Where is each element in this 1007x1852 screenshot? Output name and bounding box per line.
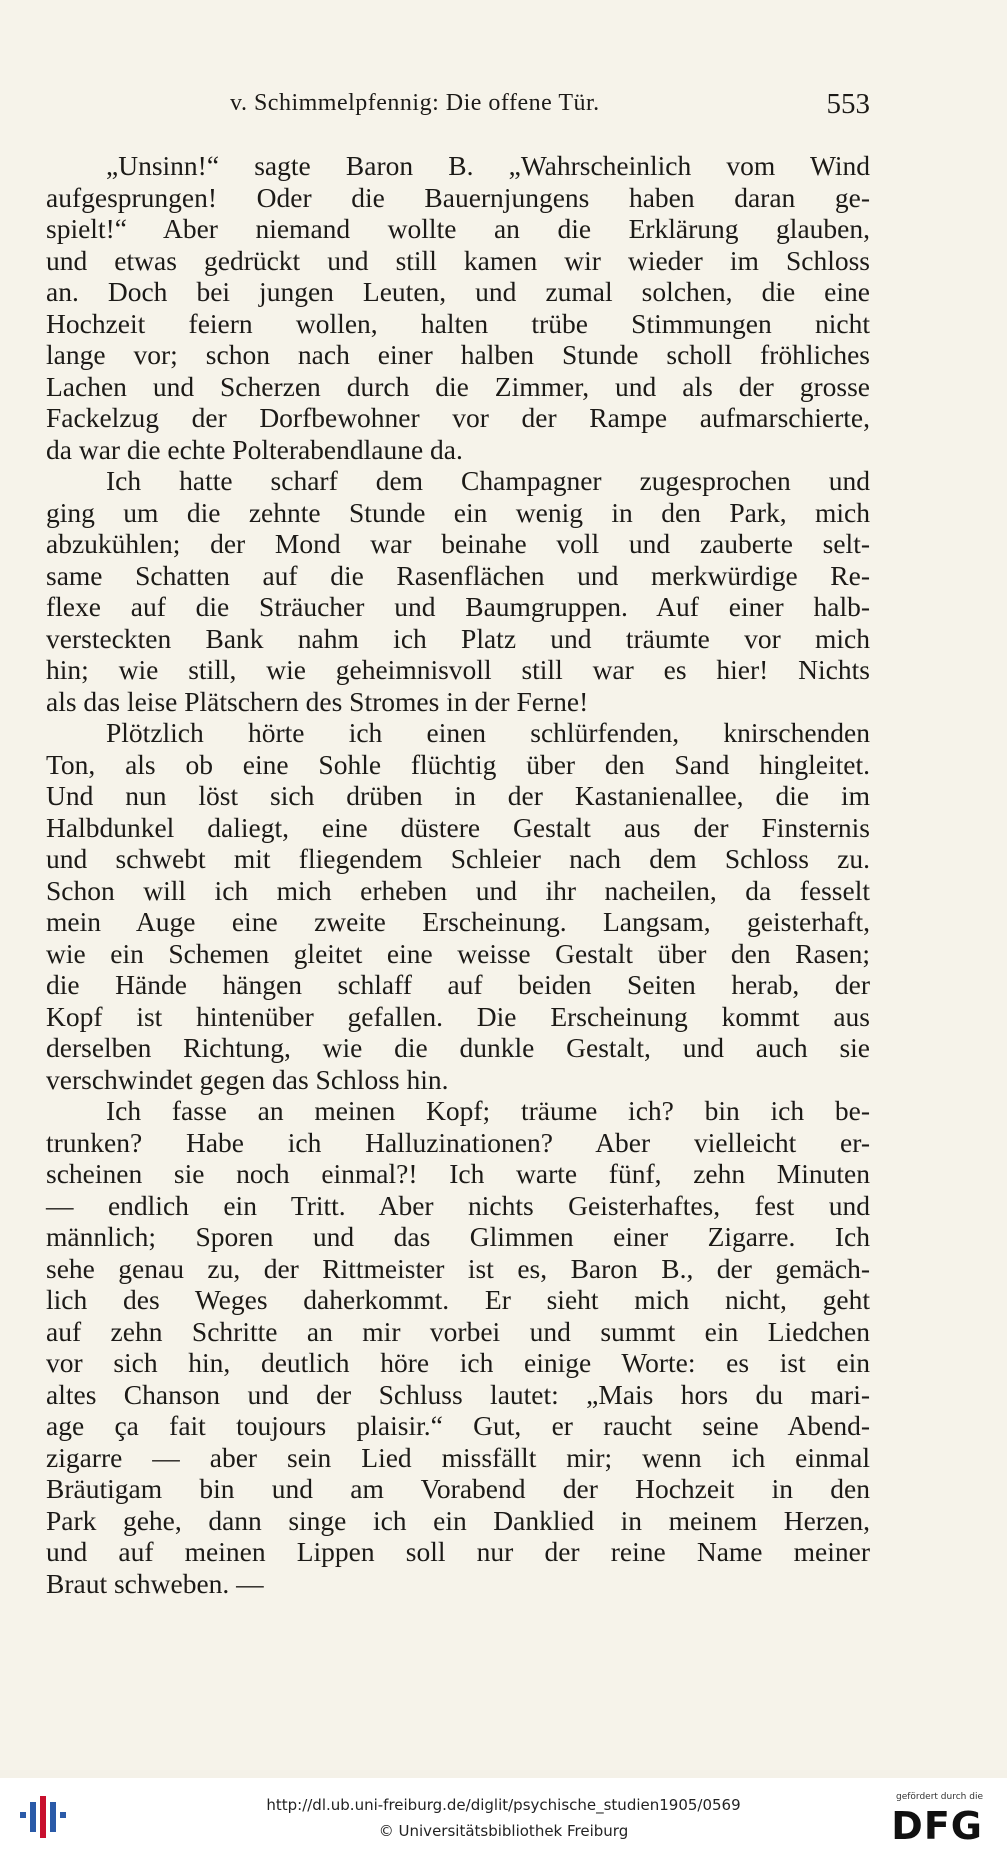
text-line: wie ein Schemen gleitet eine weisse Gestalt über den Rasen; (46, 937, 870, 969)
text-line: flexe auf die Sträucher und Baumgruppen. Auf einer halb- (46, 591, 870, 622)
running-head (230, 88, 870, 128)
text-line: altes Chanson und der Schluss lautet: „Mais hors du mari- (46, 1378, 870, 1410)
text-line: lich des Weges daherkommt. Er sieht mich nicht, geht (46, 1284, 870, 1315)
text-line: Schon will ich mich erheben und ihr nacheilen, da fesselt (46, 874, 870, 906)
text-line: Und nun löst sich drüben in der Kastanienallee, die im (46, 780, 870, 811)
text-line: auf zehn Schritte an mir vorbei und summt ein Liedchen (46, 1315, 870, 1347)
text-line: Braut schweben. — (46, 1567, 264, 1599)
text-line: Ton, als ob eine Sohle flüchtig über den Sand hingleitet. (46, 748, 870, 780)
text-line: da war die echte Polterabendlaune da. (46, 433, 463, 465)
text-line: „Unsinn!“ sagte Baron B. „Wahrscheinlich vom Wind (106, 150, 870, 181)
text-line: lange vor; schon nach einer halben Stunde scholl fröhliches (46, 339, 870, 370)
viewer-footer (0, 1778, 1007, 1852)
text-line: männlich; Sporen und das Glimmen einer Zigarre. Ich (46, 1221, 870, 1252)
text-line: Plötzlich hörte ich einen schlürfenden, knirschenden (106, 717, 870, 748)
text-line: age ça fait toujours plaisir.“ Gut, er raucht seine Abend- (46, 1410, 870, 1441)
page-number: 553 (826, 88, 870, 120)
text-line: trunken? Habe ich Halluzinationen? Aber vielleicht er- (46, 1126, 870, 1158)
text-line: Fackelzug der Dorfbewohner vor der Rampe aufmarschierte, (46, 402, 870, 433)
text-line: zigarre — aber sein Lied missfällt mir; wenn ich einmal (46, 1441, 870, 1473)
text-line: Ich hatte scharf dem Champagner zugesprochen und (106, 465, 870, 496)
dfg-caption: gefördert durch die (896, 1792, 983, 1802)
body-text (46, 150, 870, 1599)
text-line: sehe genau zu, der Rittmeister ist es, Baron B., der gemäch- (46, 1252, 870, 1284)
text-line: und auf meinen Lippen soll nur der reine Name meiner (46, 1536, 870, 1567)
text-line: abzukühlen; der Mond war beinahe voll und zauberte selt- (46, 528, 870, 559)
text-line: mein Auge eine zweite Erscheinung. Langsam, geisterhaft, (46, 906, 870, 937)
text-line: hin; wie still, wie geheimnisvoll still war es hier! Nichts (46, 654, 870, 685)
text-line: Hochzeit feiern wollen, halten trübe Stimmungen nicht (46, 307, 870, 339)
text-line: Bräutigam bin und am Vorabend der Hochzeit in den (46, 1473, 870, 1504)
text-line: — endlich ein Tritt. Aber nichts Geisterhaftes, fest und (46, 1189, 870, 1221)
text-line: an. Doch bei jungen Leuten, und zumal solchen, die eine (46, 276, 870, 307)
text-line: als das leise Plätschern des Stromes in der Ferne! (46, 685, 589, 717)
text-line: spielt!“ Aber niemand wollte an die Erklärung glauben, (46, 213, 870, 244)
text-line: scheinen sie noch einmal?! Ich warte fünf, zehn Minuten (46, 1158, 870, 1189)
text-line: Kopf ist hintenüber gefallen. Die Erscheinung kommt aus (46, 1000, 870, 1032)
text-line: Lachen und Scherzen durch die Zimmer, und als der grosse (46, 370, 870, 402)
dfg-logo (887, 1784, 997, 1846)
text-line: Halbdunkel daliegt, eine düstere Gestalt aus der Finsternis (46, 811, 870, 843)
text-line: die Hände hängen schlaff auf beiden Seiten herab, der (46, 969, 870, 1000)
running-head-title: v. Schimmelpfennig: Die offene Tür. (230, 90, 600, 116)
text-line: verschwindet gegen das Schloss hin. (46, 1063, 449, 1095)
text-line: ging um die zehnte Stunde ein wenig in den Park, mich (46, 496, 870, 528)
document-url-link[interactable]: http://dl.ub.uni-freiburg.de/diglit/psychische_studien1905/0569 (266, 1796, 741, 1814)
text-line: versteckten Bank nahm ich Platz und träumte vor mich (46, 622, 870, 654)
text-line: Ich fasse an meinen Kopf; träume ich? bin ich be- (106, 1095, 870, 1126)
text-line: Park gehe, dann singe ich ein Danklied in meinem Herzen, (46, 1504, 870, 1536)
text-line: vor sich hin, deutlich höre ich einige Worte: es ist ein (46, 1347, 870, 1378)
text-line: und etwas gedrückt und still kamen wir wieder im Schloss (46, 244, 870, 276)
dfg-logo-text: DFG (891, 1804, 983, 1848)
copyright-notice: © Universitätsbibliothek Freiburg (378, 1822, 629, 1840)
text-line: same Schatten auf die Rasenflächen und merkwürdige Re- (46, 559, 870, 591)
text-line: und schwebt mit fliegendem Schleier nach dem Schloss zu. (46, 843, 870, 874)
text-line: derselben Richtung, wie die dunkle Gestalt, und auch sie (46, 1032, 870, 1063)
text-line: aufgesprungen! Oder die Bauernjungens haben daran ge- (46, 181, 870, 213)
